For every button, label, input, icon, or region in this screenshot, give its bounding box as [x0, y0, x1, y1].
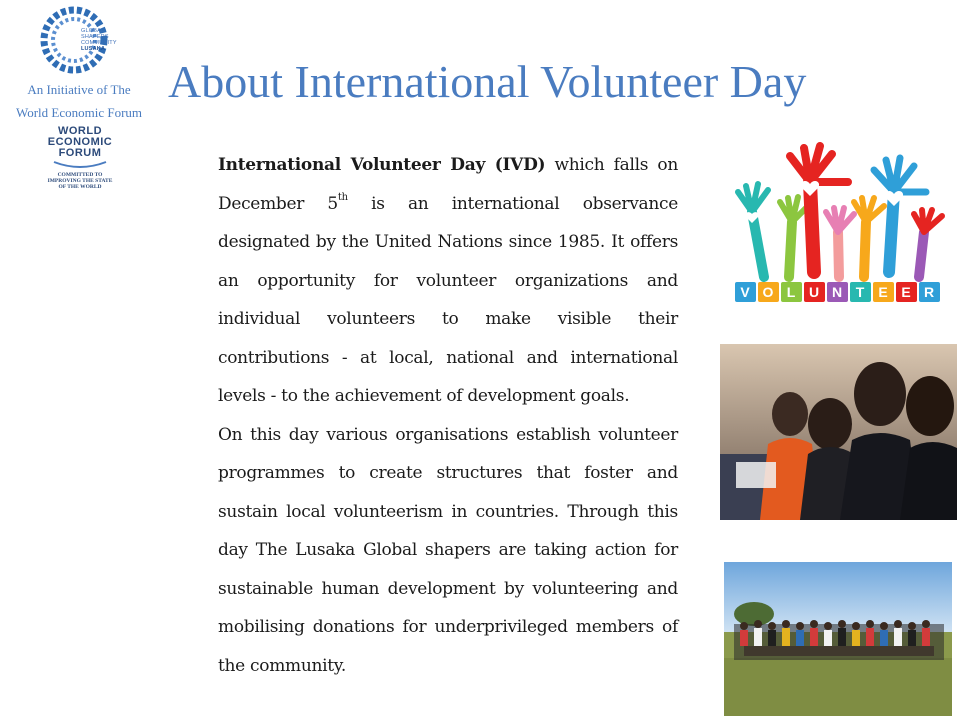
body-text: [218, 146, 678, 685]
banner-letter: V: [735, 282, 756, 302]
banner-letter: L: [781, 282, 802, 302]
wef-tagline-line-2: IMPROVING THE STATE: [47, 178, 113, 184]
volunteer-hands-image: [724, 142, 950, 306]
paragraph-2: On this day various organisations establish volunteer programmes to create structures that foster and sustain local volunteerism in countries. Through this day The Lusaka Global shapers are taking action for sustainable human development by volunteering and mobilising donations for underprivileged members of the community.: [218, 424, 678, 676]
group-photo-icon: [724, 562, 952, 716]
branding-block: [0, 0, 160, 200]
wef-swoosh-icon: [50, 160, 110, 170]
volunteers-photo-icon: [720, 344, 957, 520]
paragraph-1-rest: is an international observance designated by the United Nations since 1985. It offers an opportunity for volunteer organizations and individual volunteers to make visible their contributions - at local, national and international levels - to the achievement of development goals.: [218, 193, 678, 406]
banner-letter: N: [827, 282, 848, 302]
banner-letter: R: [919, 282, 940, 302]
wef-name-line-1: WORLD: [57, 125, 103, 137]
wef-tagline-line-3: OF THE WORLD: [58, 184, 102, 190]
volunteers-group-field-photo: [724, 562, 952, 716]
volunteer-banner: [732, 282, 942, 302]
date-superscript: th: [337, 191, 348, 203]
paragraph-1: [218, 146, 678, 416]
wef-name-line-3: FORUM: [58, 147, 102, 159]
banner-letter: E: [896, 282, 917, 302]
banner-letter: U: [804, 282, 825, 302]
initiative-line-2: World Economic Forum: [15, 105, 143, 120]
slide-title: About International Volunteer Day: [168, 56, 807, 107]
paragraph-1-date: which falls on December 5: [218, 155, 679, 214]
ivd-bold-lead: International Volunteer Day (IVD): [218, 155, 546, 175]
global-shapers-logo: [40, 6, 124, 74]
banner-letter: O: [758, 282, 779, 302]
wef-tagline-line-1: COMMITTED TO: [57, 172, 103, 178]
banner-letter: T: [850, 282, 871, 302]
banner-letter: E: [873, 282, 894, 302]
wef-logo: [30, 126, 130, 190]
global-shapers-logo-text: GLOBAL SHAPERS COMMUNITY LUSAKA: [81, 28, 117, 52]
initiative-line-1: An Initiative of The: [27, 82, 131, 97]
initiative-caption: [4, 78, 154, 124]
wef-name-line-2: ECONOMIC: [47, 136, 113, 148]
volunteers-closeup-photo: [720, 344, 957, 520]
